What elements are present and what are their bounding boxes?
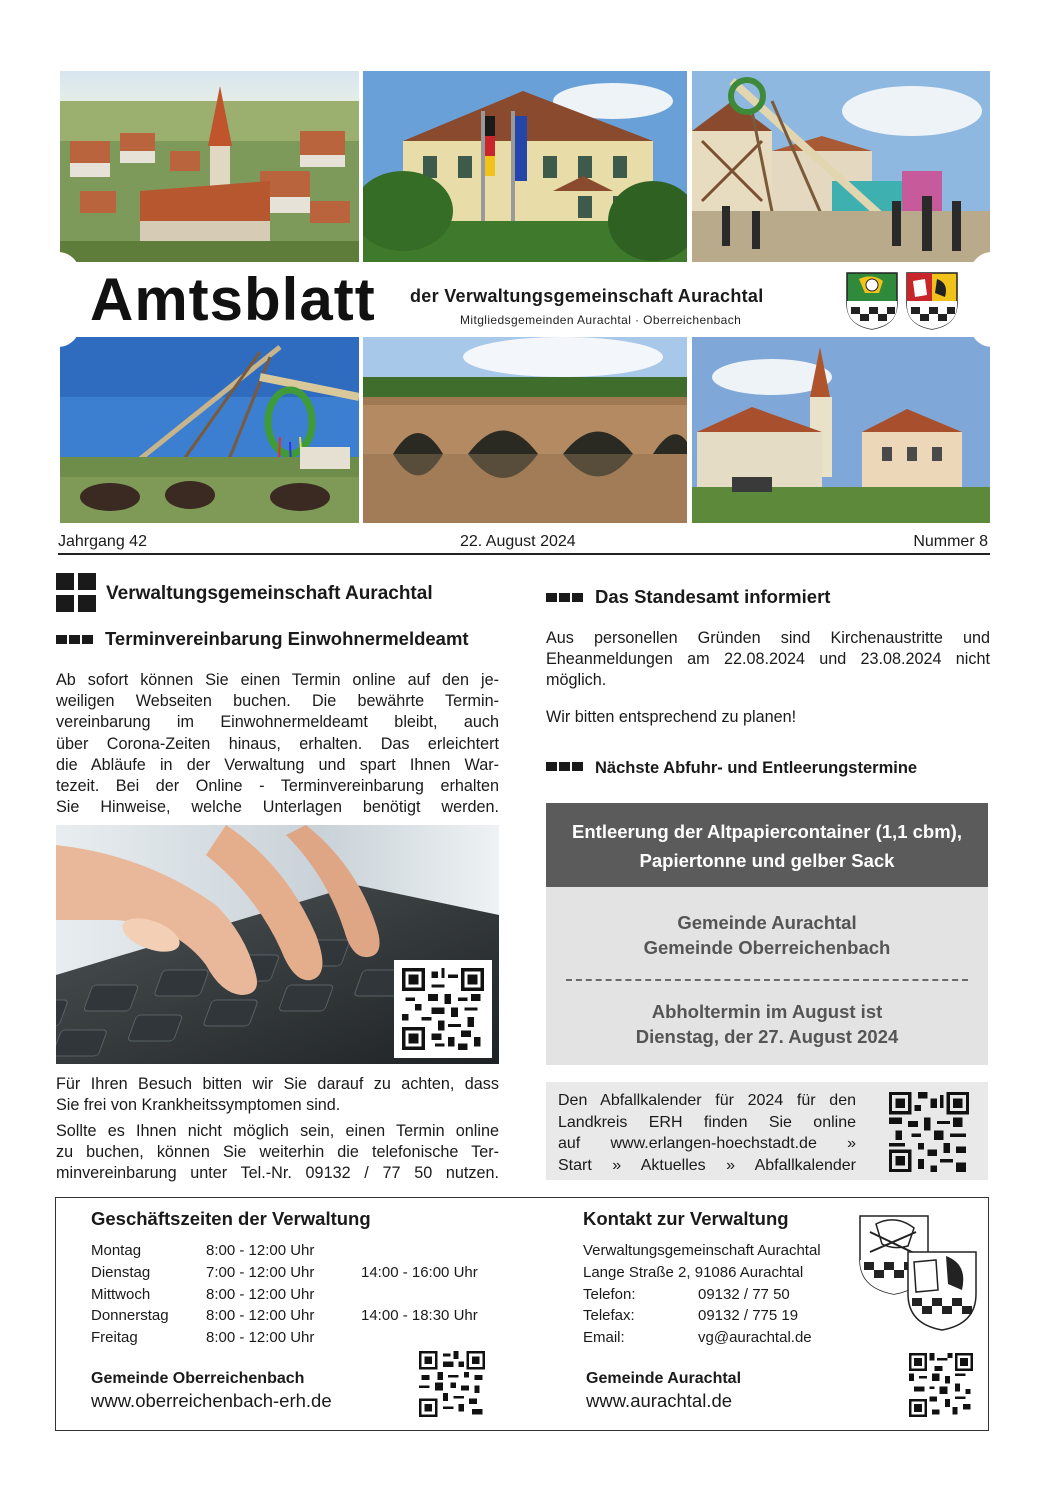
photo-stone-bridge: [363, 337, 687, 523]
issue-volume: Jahrgang 42: [58, 533, 147, 550]
triple-squares-icon: [546, 585, 585, 607]
contact-phone: Telefon: 09132 / 77 50: [583, 1285, 790, 1303]
abfallkalender-text: Den Abfallkalender für 2024 für den Landkreis ERH finden Sie online auf www.erlangen-hoechstadt.de » Start » Aktuelles » Abfallkalender: [558, 1092, 856, 1174]
contact-heading: Kontakt zur Verwaltung: [583, 1208, 789, 1229]
hours-heading: Geschäftszeiten der Verwaltung: [91, 1208, 371, 1229]
photo-church-square: [692, 337, 990, 523]
issue-divider: [58, 553, 990, 555]
gemeinde-aurachtal-link[interactable]: www.aurachtal.de: [586, 1390, 733, 1411]
contact-block: [583, 1240, 821, 1349]
section-squares-icon: [56, 573, 98, 613]
crest-oberreichenbach-icon: [905, 271, 959, 331]
abfallkalender-box: [546, 1082, 988, 1180]
visit-paragraph: Für Ihren Besuch bitten wir Sie darauf zu achten, dass Sie frei von Krankheitssymptomen sind.: [56, 1075, 499, 1115]
qr-code-abfallkalender-icon[interactable]: [889, 1092, 969, 1172]
masthead-subtitle: der Verwaltungsgemeinschaft Aurachtal: [410, 286, 764, 306]
heading-vg-aurachtal: Verwaltungsgemeinschaft Aurachtal: [106, 583, 433, 604]
waste-gemeinde-aurachtal: Gemeinde Aurachtal: [677, 912, 857, 933]
photo-maypole-fest: [692, 71, 990, 262]
heading-abfuhr: Nächste Abfuhr- und Entleerungstermine: [546, 759, 917, 778]
contact-email: Email: vg@aurachtal.de: [583, 1327, 821, 1349]
gemeinde-oberreichenbach-link[interactable]: www.oberreichenbach-erh.de: [91, 1390, 332, 1411]
photo-maypole-raising: [60, 337, 359, 523]
contact-address: Lange Straße 2, 91086 Aurachtal: [583, 1263, 804, 1281]
standesamt-note: Wir bitten entsprechend zu planen!: [546, 708, 797, 726]
crest-aurachtal-icon: [845, 271, 899, 331]
gemeinde-aurachtal-name: Gemeinde Aurachtal: [586, 1370, 742, 1387]
standesamt-paragraph: Aus personellen Gründen sind Kirchenaustritte und Eheanmeldungen am 22.08.2024 und 23.08.2024 nicht möglich.: [546, 629, 990, 690]
heading-terminvereinbarung: Terminvereinbarung Einwohnermeldeamt: [56, 628, 469, 651]
masthead-members: Mitgliedsgemeinden Aurachtal · Oberreichenbach: [460, 313, 742, 327]
phone-paragraph: Sollte es Ihnen nicht möglich sein, einen Termin online zu buchen, können Sie weiterhin die telefonische Ter- minvereinbarung unter Tel.-Nr. 09132 / 77 50 nutzen.: [56, 1122, 499, 1183]
waste-gemeinde-oberreichenbach: Gemeinde Oberreichenbach: [643, 937, 891, 958]
qr-code-oberreichenbach-icon[interactable]: [419, 1351, 485, 1417]
triple-squares-icon: [546, 757, 585, 776]
qr-code-aurachtal-icon[interactable]: [909, 1353, 973, 1417]
intro-paragraph: Ab sofort können Sie einen Termin online auf den je- weiligen Webseiten buchen. Die bewährte Termin- vereinbarung im Einwohnermeldeamt bleibt, auch über Corona-Zeiten hinaus, erhalten. Das erleichtert die Abläufe in der Verwaltung und spart Ihnen War- tezeit. Bei der Online - Terminvereinbarung erhalten Sie Hinweise, welche Unterlagen benötigt werden.: [56, 671, 499, 817]
heading-standesamt: Das Standesamt informiert: [546, 586, 830, 609]
waste-box-details: [546, 887, 988, 1065]
waste-box-title: Entleerung der Altpapiercontainer (1,1 cbm), Papiertonne und gelber Sack: [546, 803, 988, 887]
waste-dashed-divider: [566, 979, 968, 981]
footer-info-box: Geschäftszeiten der Verwaltung Montag 8:00 - 12:00 Uhr Dienstag 7:00 - 12:00 Uhr 14:00 - 16:00 Uhr Mittwoch 8:00 - 12:00 Uhr Donnerstag 8:00 - 12:00 Uhr 14:00 - 18:30 Uhr Freitag 8:00 - 12:00 Uhr Kontakt zur Verwaltung Verwaltungsgemeinschaft Aurachtal Lange Straße 2, 91086 Aurachtal Telefon: 09132 / 77 50 Telefax: 09132 / 775 19 Email: vg@aurachtal.de Gemeinde Oberreichenbach www.oberreichenbach-erh.de Gemeinde Aurachtal www.aurachtal.de: [55, 1197, 989, 1431]
masthead-title: Amtsblatt: [90, 266, 376, 333]
triple-squares-icon: [56, 627, 95, 649]
contact-fax: Telefax: 09132 / 775 19: [583, 1307, 799, 1325]
qr-code-termin-icon[interactable]: [394, 960, 492, 1058]
photo-village-aerial: [60, 71, 359, 262]
crests-outline-icon: [856, 1212, 981, 1337]
issue-date: 22. August 2024: [460, 533, 576, 550]
waste-date-line2: Dienstag, der 27. August 2024: [635, 1026, 899, 1047]
gemeinde-oberreichenbach-name: Gemeinde Oberreichenbach: [91, 1370, 305, 1387]
photo-town-hall: [363, 71, 687, 262]
email-link[interactable]: vg@aurachtal.de: [698, 1329, 812, 1347]
issue-number: Nummer 8: [913, 533, 988, 550]
contact-name: Verwaltungsgemeinschaft Aurachtal: [583, 1242, 821, 1259]
waste-date-line1: Abholtermin im August ist: [651, 1001, 883, 1022]
